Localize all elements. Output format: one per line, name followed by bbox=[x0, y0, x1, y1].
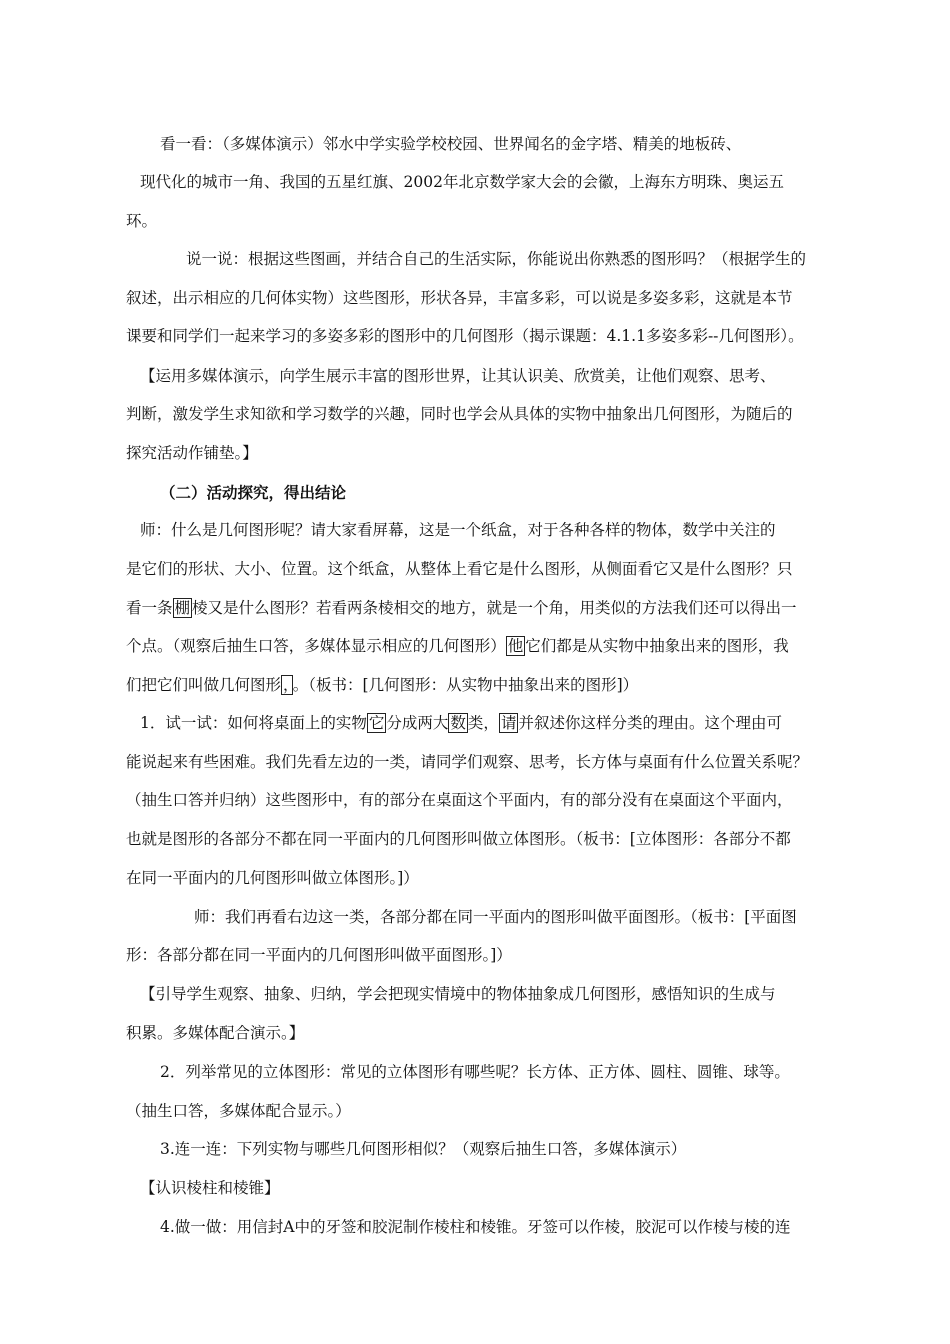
boxed-char: 数 bbox=[450, 714, 466, 732]
paragraph-line: 师：什么是几何图形呢？请大家看屏幕，这是一个纸盒，对于各种各样的物体，数学中关注的 bbox=[140, 521, 776, 539]
paragraph-line: 看一条 棚 棱又是什么图形？若看两条棱相交的地方，就是一个角，用类似的方法我们还可以得出一 bbox=[126, 599, 797, 617]
paragraph-line: 【运用多媒体演示，向学生展示丰富的图形世界，让其认识美、欣赏美，让他们观察、思考、 bbox=[140, 367, 776, 385]
paragraph-line: 【引导学生观察、抽象、归纳，学会把现实情境中的物体抽象成几何图形，感悟知识的生成与 bbox=[140, 985, 776, 1003]
paragraph-line: 在同一平面内的几何图形叫做立体图形。]） bbox=[126, 869, 419, 887]
paragraph-line: （抽生口答，多媒体配合显示。） bbox=[126, 1102, 351, 1120]
paragraph-line: 2．列举常见的立体图形：常见的立体图形有哪些呢？长方体、正方体、圆柱、圆锥、球等。 bbox=[160, 1063, 790, 1081]
paragraph-line: 探究活动作铺垫。】 bbox=[126, 444, 258, 462]
boxed-char: 它 bbox=[368, 714, 385, 732]
paragraph-line: 师：我们再看右边这一类，各部分都在同一平面内的图形叫做平面图形。（板书：[平面图 bbox=[194, 908, 797, 926]
paragraph-line: 们把它们叫做几何图形 ， 。（板书：[几何图形：从实物中抽象出来的图形]） bbox=[126, 676, 639, 694]
paragraph-line: 3.连一连：下列实物与哪些几何图形相似？（观察后抽生口答，多媒体演示） bbox=[160, 1140, 687, 1158]
paragraph-line: 【认识棱柱和棱锥】 bbox=[140, 1179, 280, 1197]
paragraph-line: 叙述，出示相应的几何体实物）这些图形，形状各异，丰富多彩，可以说是多姿多彩，这就是本节 bbox=[126, 289, 793, 307]
boxed-char: 请 bbox=[500, 714, 517, 732]
boxed-char: ， bbox=[283, 676, 291, 694]
section-heading: （二）活动探究，得出结论 bbox=[160, 483, 347, 502]
paragraph-line: 也就是图形的各部分不都在同一平面内的几何图形叫做立体图形。（板书：[立体图形：各部分不都 bbox=[126, 830, 791, 848]
paragraph-line: （抽生口答并归纳）这些图形中，有的部分在桌面这个平面内，有的部分没有在桌面这个平面内， bbox=[126, 791, 793, 809]
paragraph-line: 环。 bbox=[126, 212, 158, 230]
boxed-char: 他 bbox=[507, 637, 524, 655]
paragraph-line: 现代化的城市一角、我国的五星红旗、2002年北京数学家大会的会徽，上海东方明珠、奥运五 bbox=[140, 173, 784, 191]
paragraph-line: 1．试一试：如何将桌面上的实物 它 分成两大 数 类， 请 并叙述你这样分类的理由。这个理由可 bbox=[140, 714, 782, 732]
paragraph-line: 看一看：（多媒体演示）邻水中学实验学校校园、世界闻名的金字塔、精美的地板砖、 bbox=[160, 135, 742, 153]
paragraph-line: 4.做一做：用信封A中的牙签和胶泥制作棱柱和棱锥。牙签可以作棱，胶泥可以作棱与棱的连 bbox=[160, 1218, 791, 1236]
paragraph-line: 能说起来有些困难。我们先看左边的一类，请同学们观察、思考，长方体与桌面有什么位置关系呢？ bbox=[126, 753, 809, 771]
paragraph-line: 是它们的形状、大小、位置。这个纸盒，从整体上看它是什么图形，从侧面看它又是什么图形？只 bbox=[126, 560, 793, 578]
paragraph-line: 判断，激发学生求知欲和学习数学的兴趣，同时也学会从具体的实物中抽象出几何图形，为随后的 bbox=[126, 405, 793, 423]
paragraph-line: 课要和同学们一起来学习的多姿多彩的图形中的几何图形（揭示课题：4.1.1多姿多彩--几何图形）。 bbox=[126, 327, 804, 345]
paragraph-line: 说一说：根据这些图画，并结合自己的生活实际，你能说出你熟悉的图形吗？（根据学生的 bbox=[186, 250, 807, 268]
paragraph-line: 个点。（观察后抽生口答，多媒体显示相应的几何图形） 他 它们都是从实物中抽象出来的图形，我 bbox=[126, 637, 789, 655]
boxed-char: 棚 bbox=[174, 599, 191, 617]
paragraph-line: 形：各部分都在同一平面内的几何图形叫做平面图形。]） bbox=[126, 946, 512, 964]
paragraph-line: 积累。多媒体配合演示。】 bbox=[126, 1024, 305, 1042]
